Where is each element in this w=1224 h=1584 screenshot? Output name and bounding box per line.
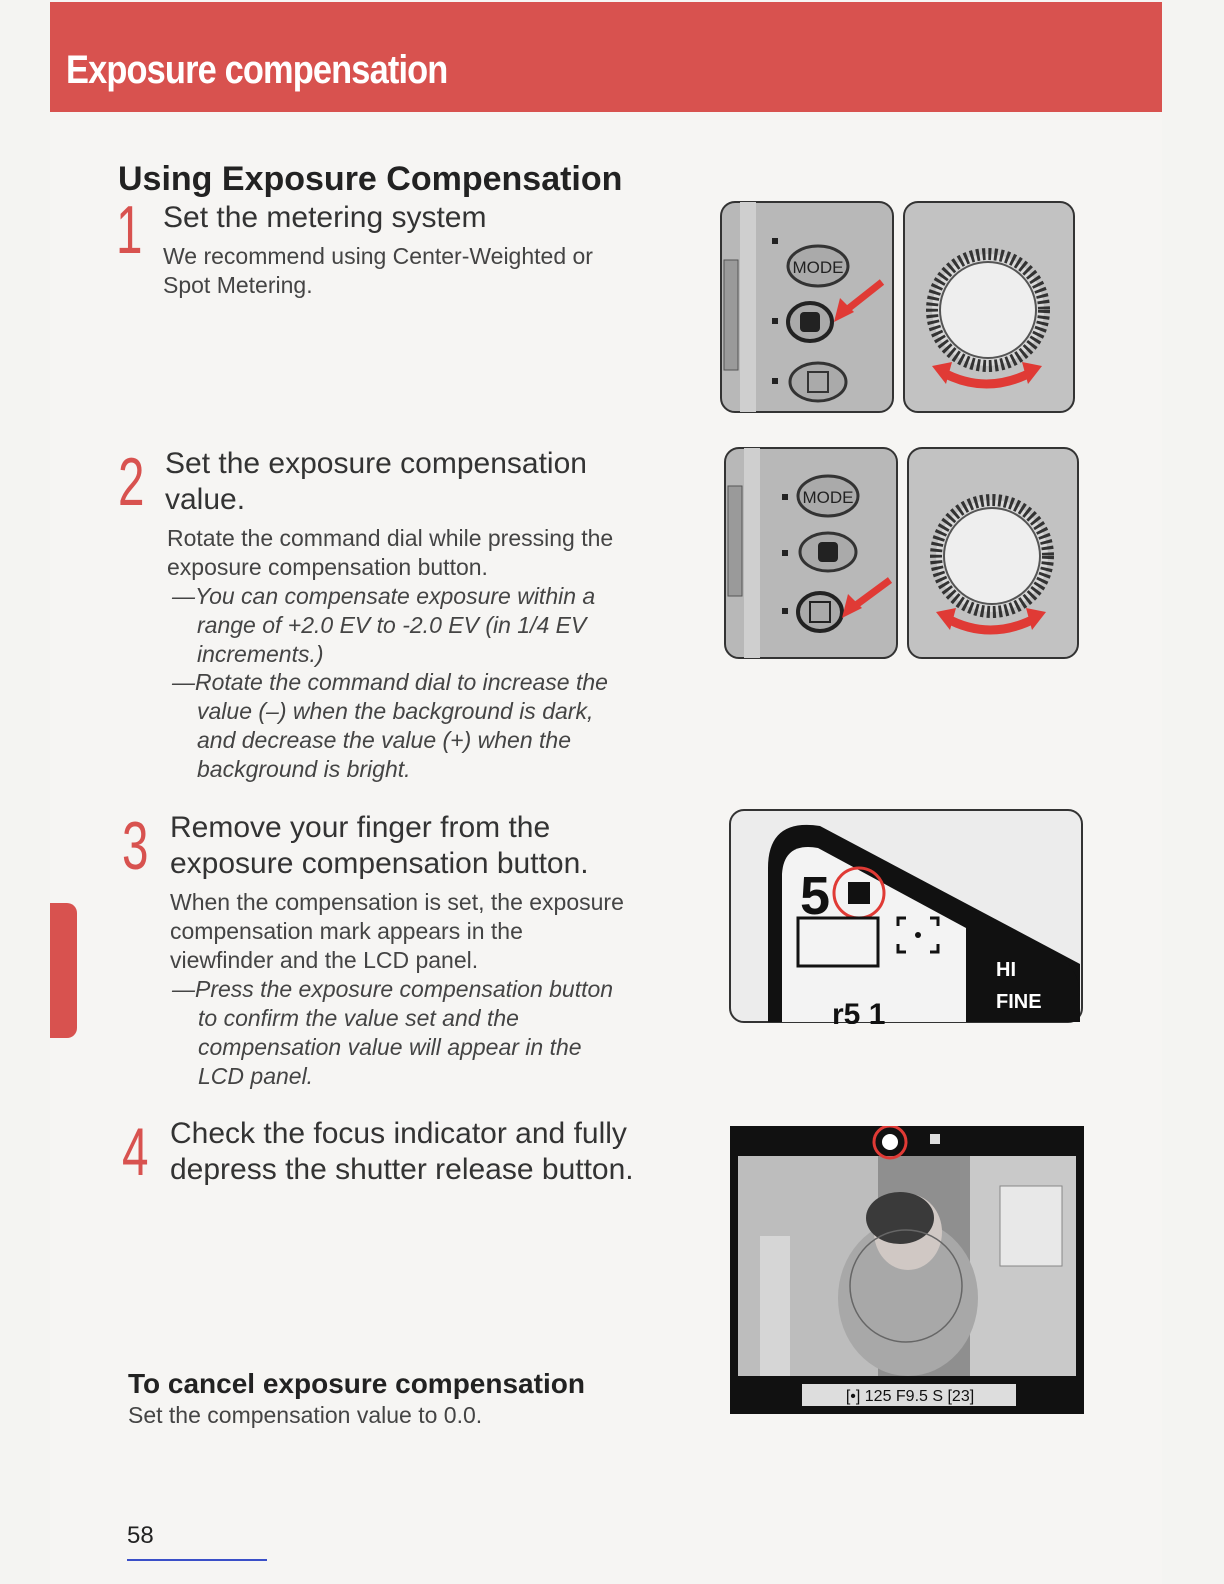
step-4-title-line: depress the shutter release button. — [170, 1153, 634, 1186]
step-4-title — [170, 1116, 634, 1188]
lcd-digit: 5 — [800, 866, 831, 926]
step-1-body — [163, 242, 593, 300]
step-1-body-line: We recommend using Center-Weighted or — [163, 243, 593, 269]
step-2-title-line: Set the exposure compensation — [165, 447, 587, 480]
cancel-text: Set the compensation value to 0.0. — [128, 1402, 483, 1428]
exposure-comp-button — [798, 593, 842, 631]
note-line: background is bright. — [197, 756, 411, 782]
note-line: and decrease the value (+) when the — [197, 727, 571, 753]
figure-metering-button — [720, 200, 1076, 414]
figure-lcd-panel — [728, 808, 1084, 1024]
viewfinder-readout: [•] 125 F9.5 S [23] — [845, 1388, 975, 1405]
note-line: range of +2.0 EV to -2.0 EV (in 1/4 EV — [197, 612, 587, 638]
section-title: Using Exposure Compensation — [118, 160, 623, 198]
step-2-body-line: exposure compensation button. — [167, 554, 488, 580]
step-4-title-line: Check the focus indicator and fully — [170, 1117, 627, 1150]
note-line: —You can compensate exposure within a — [172, 583, 596, 609]
exposure-comp-mark-icon — [848, 882, 870, 904]
note-line: compensation value will appear in the — [198, 1034, 582, 1060]
mode-button-label: MODE — [792, 258, 844, 277]
step-2-body-line: Rotate the command dial while pressing the — [167, 525, 614, 551]
step-1-title: Set the metering system — [163, 201, 487, 234]
note-line: —Press the exposure compensation button — [172, 976, 614, 1002]
step-3-number: 3 — [122, 808, 149, 884]
step-2-note-1 — [172, 582, 595, 669]
step-3-title-line: Remove your finger from the — [170, 811, 551, 844]
step-1-body-line: Spot Metering. — [163, 272, 313, 298]
lcd-bottom-digits: r5 1 — [832, 998, 886, 1024]
panel-strip — [740, 202, 756, 412]
step-2-title — [165, 446, 587, 518]
figure-compensation-button — [724, 446, 1080, 660]
note-line: —Rotate the command dial to increase the — [172, 669, 608, 695]
page-title: Exposure compensation — [66, 48, 448, 92]
figure-viewfinder — [730, 1126, 1084, 1414]
footer-rule — [127, 1559, 267, 1561]
step-2-body — [167, 524, 613, 582]
step-4-number: 4 — [122, 1114, 149, 1190]
step-3-body — [170, 888, 624, 975]
exposure-comp-mark-icon — [930, 1134, 940, 1144]
note-line: LCD panel. — [198, 1063, 314, 1089]
step-2-note-2 — [172, 668, 608, 784]
panel-edge — [724, 260, 738, 370]
step-3-body-line: viewfinder and the LCD panel. — [170, 947, 479, 973]
step-1-number: 1 — [116, 192, 143, 268]
note-line: increments.) — [197, 641, 324, 667]
step-3-title — [170, 810, 589, 882]
step-3-note-1 — [172, 975, 613, 1091]
quality-hi-label: HI — [996, 959, 1016, 981]
quality-fine-label: FINE — [996, 991, 1042, 1013]
note-line: value (–) when the background is dark, — [197, 698, 594, 724]
window — [1000, 1186, 1062, 1266]
step-2-title-line: value. — [165, 483, 246, 516]
note-line: to confirm the value set and the — [198, 1005, 519, 1031]
step-3-body-line: compensation mark appears in the — [170, 918, 523, 944]
cancel-title: To cancel exposure compensation — [128, 1368, 585, 1399]
section-side-tab — [50, 903, 77, 1038]
mode-button-label: MODE — [802, 488, 854, 507]
step-3-body-line: When the compensation is set, the exposure — [170, 889, 624, 915]
step-3-title-line: exposure compensation button. — [170, 847, 589, 880]
metering-icon — [800, 312, 820, 332]
exposure-comp-button — [790, 363, 846, 401]
page-number: 58 — [127, 1522, 154, 1549]
step-2-number: 2 — [118, 444, 145, 520]
focus-indicator-icon — [882, 1134, 898, 1150]
